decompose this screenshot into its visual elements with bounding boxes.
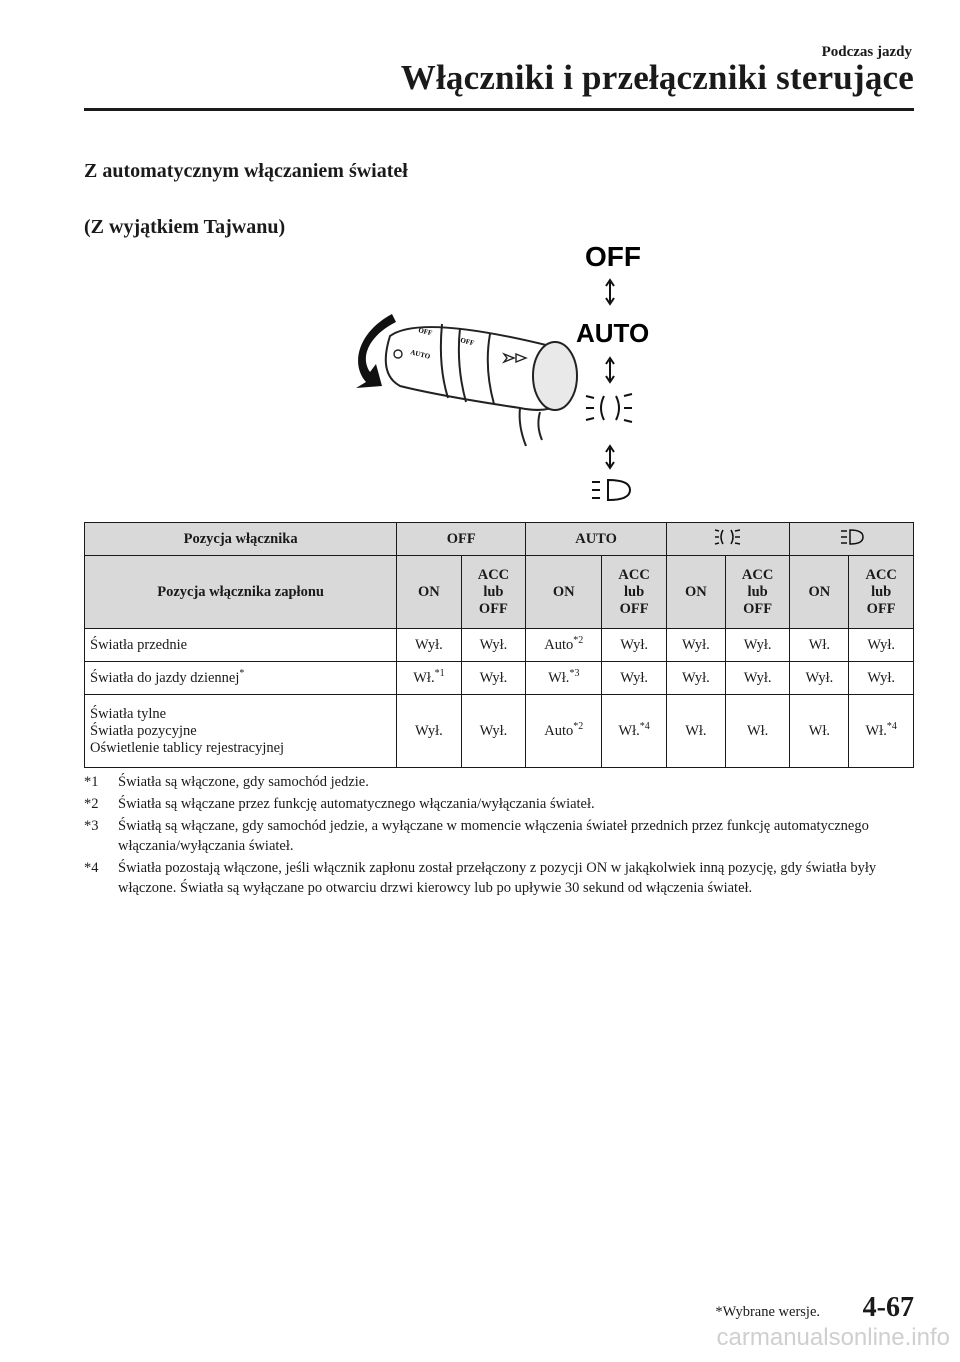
footnote-text: Światła są włączane przez funkcję automatycznego włączania/wyłączania świateł. xyxy=(118,796,595,812)
row-label-line: Światła pozycyjne xyxy=(90,722,197,739)
lever-label-off-2: OFF xyxy=(459,336,476,348)
table-cell: Wł.$^{*4}$ xyxy=(849,695,914,768)
watermark: carmanualsonline.info xyxy=(716,1324,950,1351)
table-cell: Wł. xyxy=(725,695,790,768)
position-parking-header xyxy=(790,523,914,556)
position-off-header: OFF xyxy=(397,523,526,556)
footnote-text: Światła pozostają włączone, jeśli włącznik zapłonu został przełączony z pozycji ON w jakąkolwiek inną pozycję, gdy światła były włączone. Światła są wyłączane po otwarciu drzwi kierowcy lub po upływie 30 sekund od włączenia świateł. xyxy=(118,860,877,896)
row-label xyxy=(85,695,397,768)
table-cell: Auto$^{*2}$ xyxy=(526,695,602,768)
double-arrow-icon xyxy=(606,280,614,304)
table-cell: Wł.$^{*3}$ xyxy=(526,662,602,695)
ignition-cell: ACC lub OFF xyxy=(602,556,667,629)
table-cell: Wł. xyxy=(790,695,849,768)
table-cell: Wył. xyxy=(725,629,790,662)
ignition-cell: ON xyxy=(790,556,849,629)
headlight-icon xyxy=(713,528,743,546)
footnote-mark: *4 xyxy=(84,860,99,876)
parking-light-icon xyxy=(592,480,630,500)
lever-label-auto: AUTO xyxy=(409,348,431,361)
section-label: Podczas jazdy xyxy=(821,44,912,60)
footnote xyxy=(84,816,884,856)
footnotes xyxy=(84,772,884,900)
table-cell: Wł. xyxy=(666,695,725,768)
table-row xyxy=(85,629,914,662)
lever-label-off-1: OFF xyxy=(417,326,434,338)
footnote xyxy=(84,772,884,792)
table-cell: Wył. xyxy=(602,629,667,662)
row-label: Światła przednie xyxy=(85,629,397,662)
page-number: 4-67 xyxy=(862,1292,914,1323)
table-cell: Wył. xyxy=(725,662,790,695)
footer-note: *Wybrane wersje. xyxy=(715,1304,820,1320)
ignition-cell: ACC lub OFF xyxy=(461,556,526,629)
double-arrow-icon xyxy=(606,358,614,382)
main-heading: Z automatycznym włączaniem świateł xyxy=(84,160,408,182)
lever-body xyxy=(386,324,577,446)
table-cell: Wył. xyxy=(849,662,914,695)
footnote-mark: *3 xyxy=(84,818,99,834)
switch-position-header: Pozycja włącznika xyxy=(85,523,397,556)
position-headlight-header xyxy=(666,523,790,556)
table-cell: Wył. xyxy=(849,629,914,662)
chapter-title: Włączniki i przełączniki sterujące xyxy=(400,58,914,97)
footnote xyxy=(84,858,884,898)
ignition-cell: ON xyxy=(666,556,725,629)
ignition-cell: ACC lub OFF xyxy=(725,556,790,629)
light-mode-table xyxy=(84,522,914,768)
table-cell: Wył. xyxy=(602,662,667,695)
table-cell: Wył. xyxy=(397,629,461,662)
table-cell: Wł.$^{*4}$ xyxy=(602,695,667,768)
ignition-row xyxy=(85,556,914,629)
table-cell: Auto$^{*2}$ xyxy=(526,629,602,662)
table-cell: Wył. xyxy=(461,629,526,662)
table-cell: Wł. xyxy=(790,629,849,662)
row-label-line: Oświetlenie tablicy rejestracyjnej xyxy=(90,739,285,756)
footnote-text: Światła są włączone, gdy samochód jedzie. xyxy=(118,774,369,790)
row-label-line: Światła tylne xyxy=(90,705,167,722)
footnote-mark: *1 xyxy=(84,774,99,790)
table-cell: Wył. xyxy=(461,662,526,695)
table-row xyxy=(85,662,914,695)
position-auto-header: AUTO xyxy=(526,523,667,556)
ignition-header: Pozycja włącznika zapłonu xyxy=(85,556,397,629)
table-cell: Wył. xyxy=(666,662,725,695)
headlight-icon xyxy=(586,394,632,422)
footnote-text: Światłą są włączane, gdy samochód jedzie, a wyłączane w momencie włączenia świateł przednich przez funkcję automatycznego włączania/wyłączania świateł. xyxy=(118,818,869,854)
footnote xyxy=(84,794,884,814)
table-row xyxy=(85,695,914,768)
ignition-cell: ACC lub OFF xyxy=(849,556,914,629)
table-cell: Wył. xyxy=(666,629,725,662)
sub-heading: (Z wyjątkiem Tajwanu) xyxy=(84,216,286,238)
parking-light-icon xyxy=(839,528,865,546)
row-label: Światła do jazdy dziennej* xyxy=(85,662,397,695)
footnote-mark: *2 xyxy=(84,796,99,812)
header-rule xyxy=(84,108,914,111)
table-cell: Wył. xyxy=(397,695,461,768)
position-off-label: OFF xyxy=(585,241,641,272)
ignition-cell: ON xyxy=(397,556,461,629)
position-auto-label: AUTO xyxy=(576,318,650,348)
light-switch-illustration xyxy=(330,236,670,508)
table-cell: Wył. xyxy=(461,695,526,768)
ignition-cell: ON xyxy=(526,556,602,629)
table-cell: Wł.$^{*1}$ xyxy=(397,662,461,695)
double-arrow-icon xyxy=(606,446,614,468)
table-cell: Wył. xyxy=(790,662,849,695)
